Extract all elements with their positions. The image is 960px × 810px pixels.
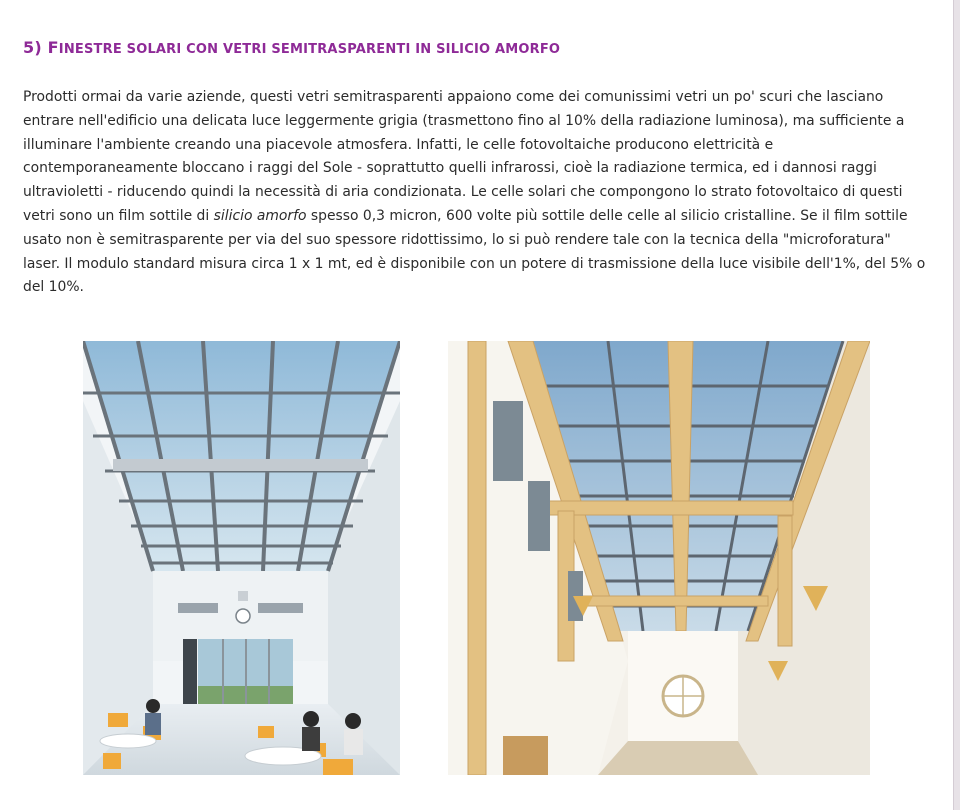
atrium-photo-left [83, 341, 400, 775]
corridor-photo-right [448, 341, 870, 775]
paragraph-italic-term: silicio amorfo [213, 207, 307, 224]
section-paragraph [23, 86, 928, 300]
page-right-border [953, 0, 960, 810]
section-heading [23, 38, 560, 57]
paragraph-part-1: Prodotti ormai da varie aziende, questi vetri semitrasparenti appaiono come dei comunissimi vetri un po' scuri che lasciano entrare nell'edificio una delicata luce leggermente grigia (trasmettono fino al 10% della radiazione luminosa), ma sufficiente a illuminare l'ambiente creando una piacevole atmosfera. Infatti, le celle fotovoltaiche producono elettricità e contemporaneamente bloccano i raggi del Sole - soprattutto quelli infrarossi, cioè la radiazione termica, ed i dannosi raggi ultravioletti - riducendo quindi la necessità di aria condizionata. Le celle solari che compongono lo strato fotovoltaico di questi vetri sono un film sottile di [23, 89, 905, 224]
section-number: 5) [23, 38, 42, 57]
heading-rest: INESTRE SOLARI CON VETRI SEMITRASPARENTI IN SILICIO AMORFO [58, 42, 561, 57]
heading-first-letter: F [47, 38, 59, 57]
paragraph-part-2: spesso 0,3 micron, 600 volte più sottile delle celle al silicio cristalline. Se il film sottile usato non è semitrasparente per via del suo spessore ridottissimo, lo si può rendere tale con la tecnica della "microforatura" laser. Il modulo standard misura circa 1 x 1 mt, ed è disponibile con un potere di trasmissione della luce visibile dell'1%, del 5% o del 10%. [23, 207, 926, 296]
